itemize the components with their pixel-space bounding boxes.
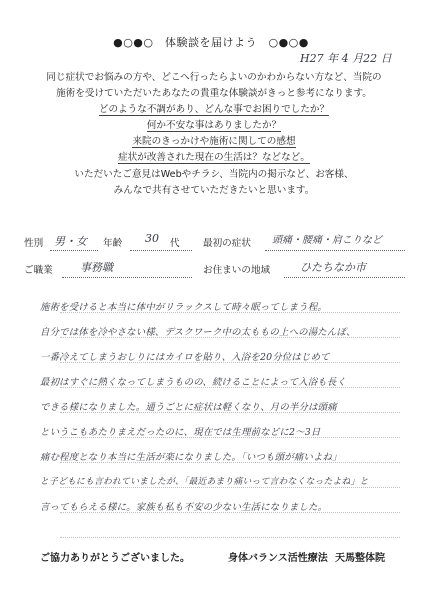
intro-line: 同じ症状でお悩みの方や、どこへ行ったらよいのかわからない方など、当院の <box>46 72 382 83</box>
intro-line <box>44 150 384 166</box>
gender-value: 男・女 <box>54 235 87 248</box>
intro-question: どのような不調があり、どんな事でお困りでしたか？ <box>98 104 330 116</box>
footer-therapy: 身体バランス活性療法 <box>228 553 328 564</box>
gender-label: 性別 <box>24 238 44 249</box>
testimonial-line: というこもあたりまえだったのに、現在では生理前などに2〜3日 <box>40 427 321 438</box>
symptom-label: 最初の症状 <box>203 238 251 249</box>
testimonial-line: できる様になりました。通うごとに症状は軽くなり、月の半分は頭痛 <box>40 402 337 413</box>
residence-label: お住まいの地域 <box>203 265 271 276</box>
writing-line <box>60 537 400 538</box>
gender-underline <box>50 250 98 251</box>
intro-question: 症状が改善された現在の生活は？などなど。 <box>118 152 310 164</box>
testimonial-line: 最初はすぐに熱くなってしまうものの、続けることによって入浴も長く <box>40 377 347 388</box>
occupation-label: ご職業 <box>24 265 53 276</box>
intro-text <box>44 70 384 199</box>
footer-clinic: 天馬整体院 <box>335 553 385 564</box>
intro-line: みんなで共有させていただきたいと思います。 <box>113 184 315 196</box>
age-underline <box>130 250 192 251</box>
date-entry: H27 年 4 月22 日 <box>300 52 392 65</box>
intro-line: いただいたご意見はWebやチラシ、当院内の掲示など、お客様、 <box>74 168 354 180</box>
testimonial-line: 施術を受けると本当に体中がリラックスして時々眠ってしまう程。 <box>40 302 327 313</box>
writing-line <box>60 487 400 488</box>
intro-line <box>44 134 384 150</box>
age-suffix: 代 <box>170 238 180 249</box>
occupation-value: 事務職 <box>80 261 113 274</box>
occupation-underline <box>62 277 192 278</box>
footer-thanks: ご協力ありがとうございました。 <box>40 553 190 564</box>
residence-underline <box>284 277 405 278</box>
testimonial-line: 痛む程度となり本当に生活が楽になりました。「いつも頭が痛いよね」 <box>40 452 342 463</box>
residence-value: ひたちなか市 <box>300 261 366 274</box>
intro-line <box>44 118 384 134</box>
symptom-value: 頭痛・腰痛・肩こりなど <box>272 235 382 246</box>
age-value: 30 <box>145 232 159 245</box>
intro-question: 来院のきっかけや施術に関しての感想 <box>132 136 296 148</box>
symptom-underline <box>265 250 405 251</box>
age-label: 年齢 <box>103 238 123 249</box>
testimonial-line: 自分では体を冷やさない様、デスクワーク中の太ももの上への湯たんぽ、 <box>40 327 356 338</box>
testimonial-line: 言ってもらえる様に。家族も私も不安の少ない生活になりました。 <box>40 502 328 513</box>
form-title: ●○●○ 体験談を届けよう ○●○● <box>113 36 309 49</box>
intro-question: 何か不安な事はありましたか？ <box>146 120 282 132</box>
intro-line <box>44 102 384 118</box>
testimonial-line: と子どもにも言われていましたが、「最近あまり痛いって言わなくなったよね」と <box>40 477 369 487</box>
intro-line: 施術を受けていただいたあなたの貴重な体験談がきっと参考になります。 <box>56 88 372 100</box>
testimonial-line: 一番冷えてしまうおしりにはカイロを貼り、入浴を20分位はじめて <box>40 352 330 363</box>
